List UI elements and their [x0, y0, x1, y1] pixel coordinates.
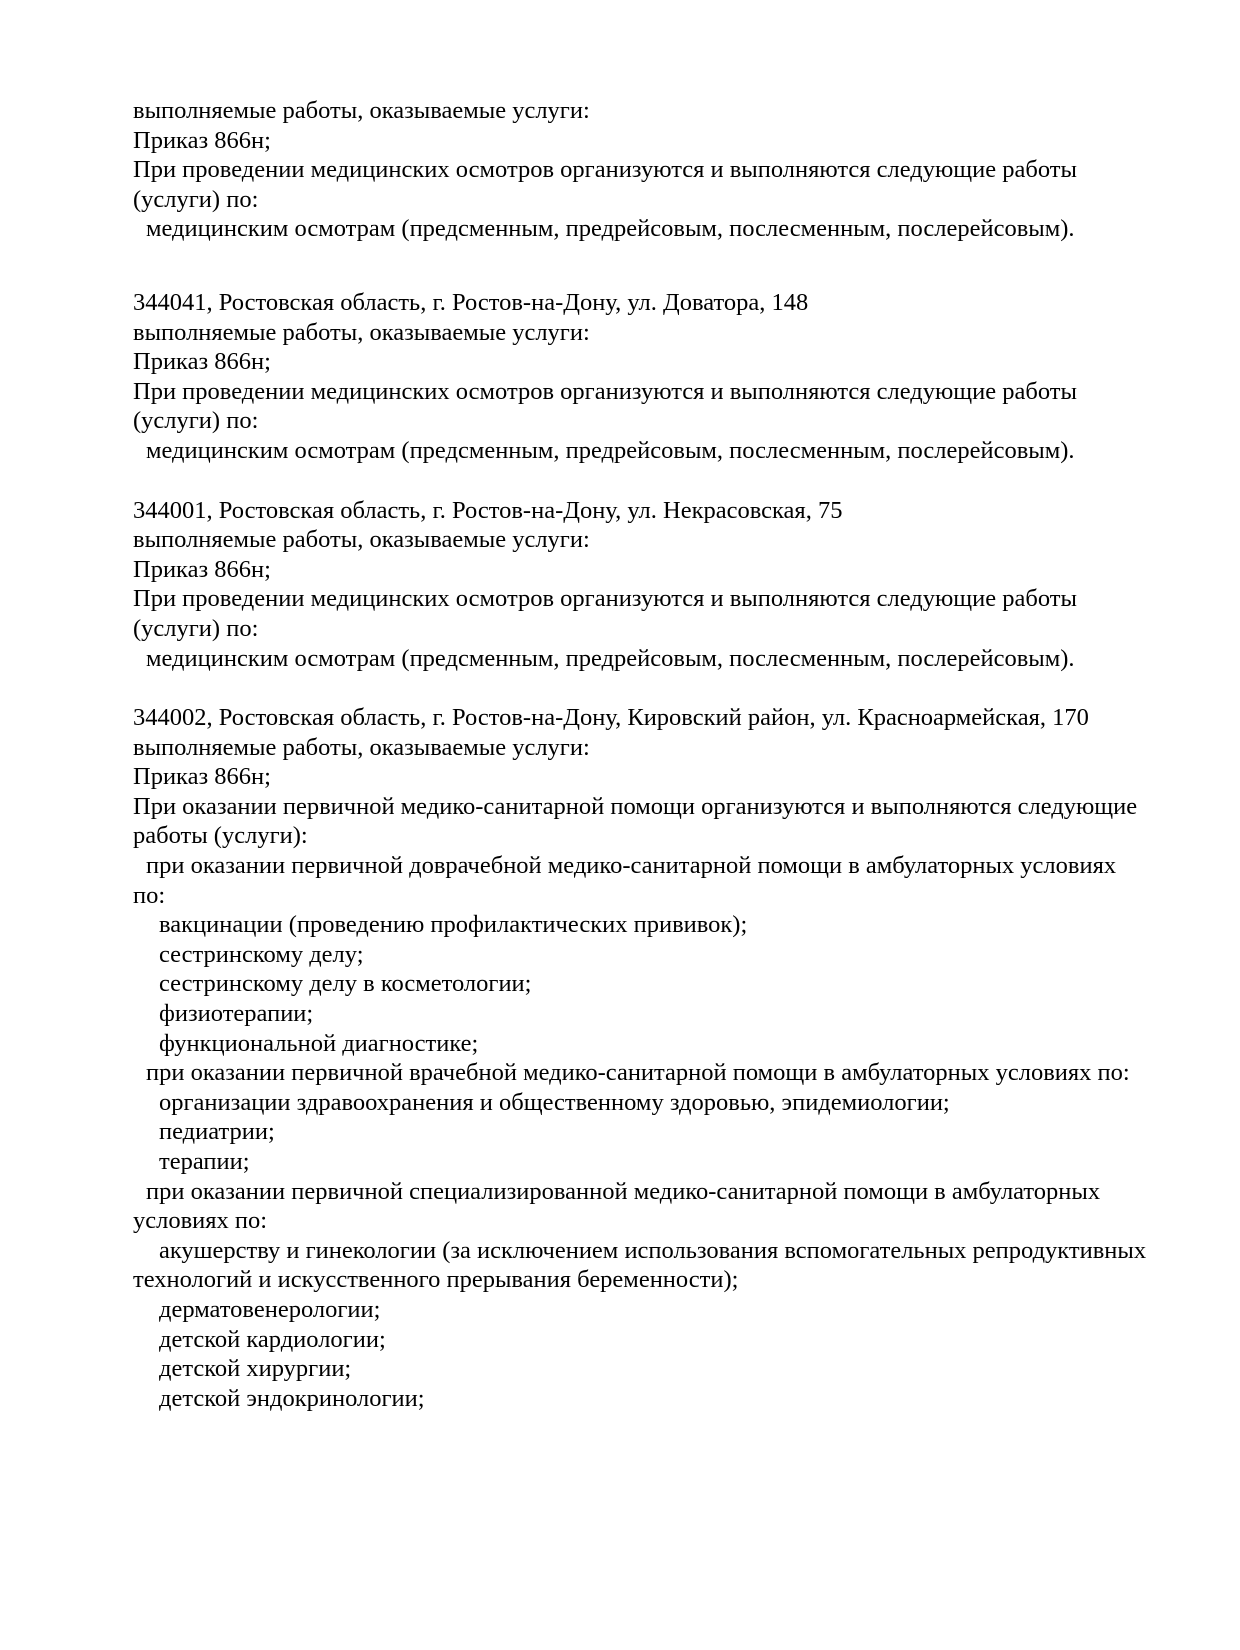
text-line: При проведении медицинских осмотров организуются и выполняются следующие работы	[133, 585, 1077, 613]
text-line: акушерству и гинекологии (за исключением использования вспомогательных репродуктивных	[159, 1236, 1147, 1264]
text-line: Приказ 866н;	[133, 348, 271, 376]
text-line: выполняемые работы, оказываемые услуги:	[133, 318, 590, 346]
text-line: (услуги) по:	[133, 407, 259, 435]
text-line: детской эндокринологии;	[159, 1384, 425, 1412]
text-line: Приказ 866н;	[133, 763, 271, 791]
text-line: выполняемые работы, оказываемые услуги:	[133, 733, 590, 761]
text-line: терапии;	[159, 1148, 250, 1175]
text-line: 344041, Ростовская область, г. Ростов-на-Дону, ул. Доватора, 148	[133, 288, 809, 316]
text-line: выполняемые работы, оказываемые услуги:	[133, 97, 590, 124]
text-line: вакцинации (проведению профилактических прививок);	[159, 911, 748, 939]
text-line: (услуги) по:	[133, 185, 259, 213]
text-line: работы (услуги):	[133, 822, 308, 850]
text-line: При оказании первичной медико-санитарной помощи организуются и выполняются следующие	[133, 792, 1138, 820]
text-line: медицинским осмотрам (предсменным, предрейсовым, послесменным, послерейсовым).	[146, 215, 1075, 243]
text-line: При проведении медицинских осмотров организуются и выполняются следующие работы	[133, 156, 1077, 184]
text-line: Приказ 866н;	[133, 126, 271, 154]
text-line: сестринскому делу;	[159, 940, 364, 968]
text-line: сестринскому делу в косметологии;	[159, 970, 532, 998]
continuation-block	[133, 96, 1216, 244]
document-content	[133, 96, 1216, 1413]
text-line: при оказании первичной доврачебной медико-санитарной помощи в амбулаторных условиях	[146, 852, 1117, 880]
text-line: условиях по:	[133, 1207, 268, 1235]
text-line: по:	[133, 881, 166, 909]
text-line: организации здравоохранения и общественному здоровью, эпидемиологии;	[159, 1088, 950, 1116]
text-line: медицинским осмотрам (предсменным, предрейсовым, послесменным, послерейсовым).	[146, 644, 1075, 672]
text-line: детской кардиологии;	[159, 1325, 386, 1353]
text-line: 344001, Ростовская область, г. Ростов-на-Дону, ул. Некрасовская, 75	[133, 496, 843, 524]
text-line: педиатрии;	[159, 1118, 275, 1146]
text-line: медицинским осмотрам (предсменным, предрейсовым, послесменным, послерейсовым).	[146, 436, 1075, 464]
text-line: детской хирургии;	[159, 1355, 352, 1383]
address-344001	[133, 496, 1216, 674]
text-line: 344002, Ростовская область, г. Ростов-на-Дону, Кировский район, ул. Красноармейская, 170	[133, 704, 1089, 732]
text-line: выполняемые работы, оказываемые услуги:	[133, 526, 590, 554]
text-line: дерматовенерологии;	[159, 1295, 381, 1323]
text-line: Приказ 866н;	[133, 555, 271, 583]
text-line: технологий и искусственного прерывания беременности);	[133, 1266, 739, 1294]
text-line: физиотерапии;	[159, 1000, 314, 1028]
text-line: функциональной диагностике;	[159, 1029, 479, 1057]
text-line: При проведении медицинских осмотров организуются и выполняются следующие работы	[133, 377, 1077, 405]
address-344041	[133, 288, 1216, 466]
text-line: (услуги) по:	[133, 614, 259, 642]
text-line: при оказании первичной специализированной медико-санитарной помощи в амбулаторных	[146, 1177, 1101, 1205]
address-344002	[133, 703, 1216, 1413]
text-line: при оказании первичной врачебной медико-санитарной помощи в амбулаторных условиях по:	[146, 1059, 1130, 1087]
